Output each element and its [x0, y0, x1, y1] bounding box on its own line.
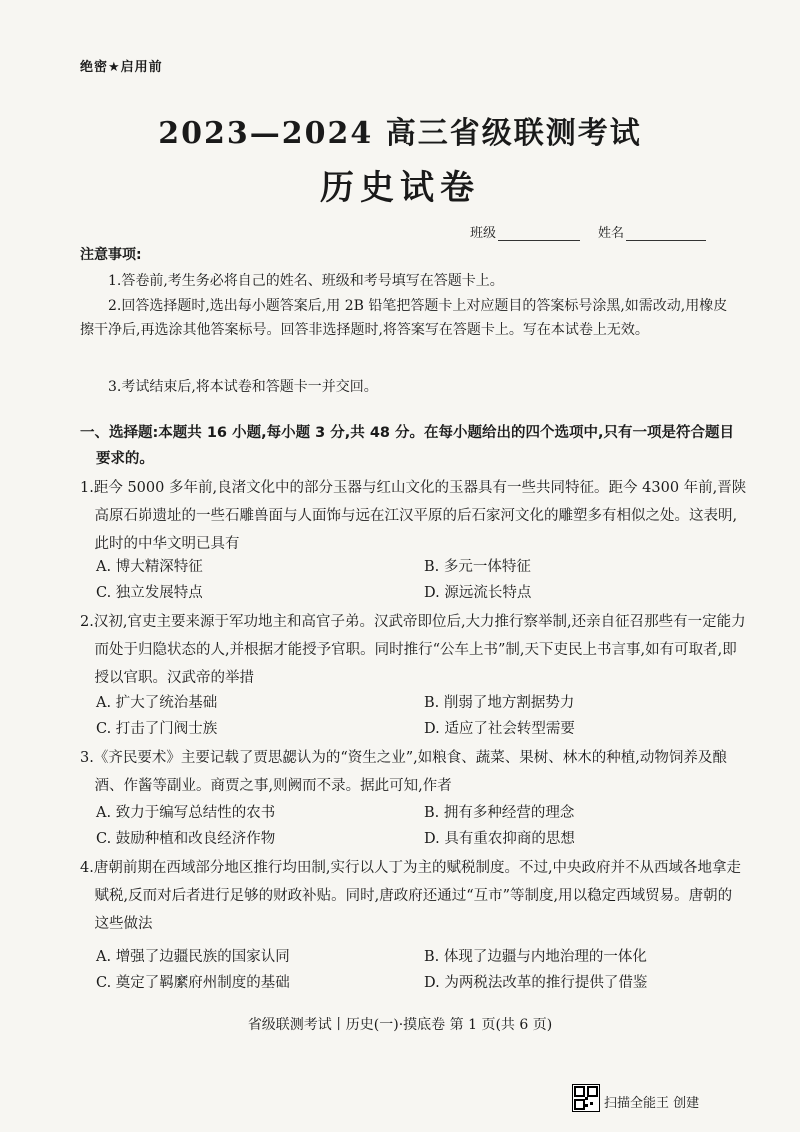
question-4-stem: 4.唐朝前期在西域部分地区推行均田制,实行以人丁为主的赋税制度。不过,中央政府并不从西域各地拿走赋税,反而对后者进行足够的财政补贴。同时,唐政府还通过“互市”等制度,用以稳定西域贸易。唐朝的这些做法	[80, 860, 742, 932]
q1-option-a: A. 博大精深特征	[96, 559, 203, 575]
q2-option-d: D. 适应了社会转型需要	[424, 721, 575, 737]
scanner-text: 扫描全能王 创建	[604, 1096, 700, 1111]
page-footer: 省级联测考试丨历史(一)·摸底卷 第 1 页(共 6 页)	[247, 1017, 553, 1033]
q4-option-d: D. 为两税法改革的推行提供了借鉴	[424, 975, 648, 991]
qr-code-icon	[572, 1084, 600, 1112]
notice-item-1: 1.答卷前,考生务必将自己的姓名、班级和考号填写在答题卡上。	[108, 273, 504, 289]
class-blank	[498, 228, 580, 241]
name-field	[598, 222, 706, 241]
confidential-mark: 绝密★启用前	[80, 60, 163, 75]
name-label: 姓名	[598, 226, 625, 241]
notice-title: 注意事项:	[80, 247, 142, 263]
q3-option-d: D. 具有重农抑商的思想	[424, 831, 575, 847]
scanner-watermark	[604, 1092, 699, 1111]
question-3-stem: 3.《齐民要术》主要记载了贾思勰认为的“资生之业”,如粮食、蔬菜、果树、林木的种植,动物饲养及酿酒、作酱等副业。商贾之事,则阙而不录。据此可知,作者	[80, 750, 727, 794]
q3-option-a: A. 致力于编写总结性的农书	[96, 805, 276, 821]
q3-option-b: B. 拥有多种经营的理念	[424, 805, 575, 821]
q1-option-d: D. 源远流长特点	[424, 585, 532, 601]
notice-item-3: 3.考试结束后,将本试卷和答题卡一并交回。	[108, 379, 378, 395]
section-heading: 一、选择题:本题共 16 小题,每小题 3 分,共 48 分。在每小题给出的四个选项中,只有一项是符合题目要求的。	[80, 425, 735, 467]
q3-option-c: C. 鼓励种植和改良经济作物	[96, 831, 276, 847]
q2-option-b: B. 削弱了地方割据势力	[424, 695, 575, 711]
q1-option-c: C. 独立发展特点	[96, 585, 203, 601]
q2-option-c: C. 打击了门阀士族	[96, 721, 218, 737]
name-blank	[626, 228, 706, 241]
exam-title: 2023—2024 高三省级联测考试	[158, 116, 642, 151]
notice-item-2: 2.回答选择题时,选出每小题答案后,用 2B 铅笔把答题卡上对应题目的答案标号涂黑,如需改动,用橡皮擦干净后,再选涂其他答案标号。回答非选择题时,将答案写在答题卡上。写在本试卷上无效。	[80, 298, 728, 338]
question-2-stem: 2.汉初,官吏主要来源于军功地主和高官子弟。汉武帝即位后,大力推行察举制,还亲自征召那些有一定能力而处于归隐状态的人,并根据才能授予官职。同时推行“公车上书”制,天下吏民上书言事,如有可取者,即授以官职。汉武帝的举措	[80, 614, 746, 686]
class-field	[470, 222, 580, 241]
q1-option-b: B. 多元一体特征	[424, 559, 531, 575]
q4-option-b: B. 体现了边疆与内地治理的一体化	[424, 949, 647, 965]
q4-option-c: C. 奠定了羁縻府州制度的基础	[96, 975, 290, 991]
question-1-stem: 1.距今 5000 多年前,良渚文化中的部分玉器与红山文化的玉器具有一些共同特征。距今 4300 年前,晋陕高原石峁遗址的一些石雕兽面与人面饰与远在江汉平原的后石家河文化的雕塑多有相似之处。这表明,此时的中华文明已具有	[80, 480, 747, 552]
q2-option-a: A. 扩大了统治基础	[96, 695, 218, 711]
class-label: 班级	[470, 226, 497, 241]
exam-subtitle: 历史试卷	[320, 168, 480, 208]
q4-option-a: A. 增强了边疆民族的国家认同	[96, 949, 290, 965]
